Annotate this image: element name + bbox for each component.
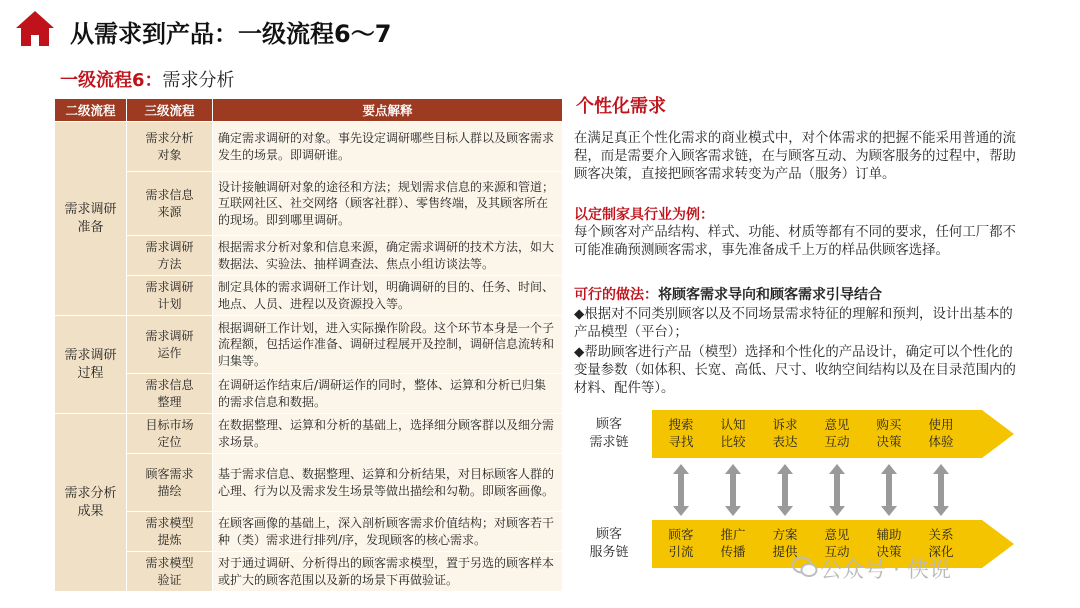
approach-text: 将顾客需求导向和顾客需求引导结合	[658, 287, 882, 303]
section-title	[60, 66, 235, 92]
header-level2: 二级流程	[55, 99, 127, 122]
bidirectional-arrow-icon	[931, 464, 951, 516]
example-paragraph: 每个顾客对产品结构、样式、功能、材质等都有不同的要求，任何工厂都不可能准确预测顾客需求，事先准备成千上万的样品供顾客选择。	[574, 225, 1016, 258]
table-row	[55, 414, 563, 454]
level3-cell: 需求模型 验证	[127, 552, 213, 592]
bidirectional-arrow-icon	[827, 464, 847, 516]
level3-cell: 需求信息 整理	[127, 374, 213, 414]
table-row	[55, 172, 563, 236]
service-step: 辅助 决策	[876, 527, 902, 559]
bullet-2: ◆帮助顾客进行产品（模型）选择和个性化的产品设计，确定可以个性化的变量参数（如体积、长宽、高低、尺寸、收纳空间结构以及在目录范围内的材料、配件等）。	[574, 345, 1016, 396]
desc-cell: 制定具体的需求调研工作计划，明确调研的目的、任务、时间、地点、人员、进程以及资源投入等。	[213, 276, 563, 316]
service-step: 顾客 引流	[668, 527, 694, 559]
demand-step: 购买 决策	[876, 417, 902, 449]
desc-cell: 在数据整理、运算和分析的基础上，选择细分顾客群以及细分需求场景。	[213, 414, 563, 454]
level3-cell: 需求调研 方法	[127, 236, 213, 276]
level3-cell: 目标市场 定位	[127, 414, 213, 454]
header-level3: 三级流程	[127, 99, 213, 122]
table-header-row	[55, 99, 563, 122]
header-desc: 要点解释	[213, 99, 563, 122]
demand-step: 意见 互动	[824, 417, 850, 449]
service-step: 方案 提供	[772, 527, 798, 559]
service-step: 推广 传播	[720, 527, 746, 559]
demand-step: 诉求 表达	[772, 417, 798, 449]
level3-cell: 需求信息 来源	[127, 172, 213, 236]
desc-cell: 基于需求信息、数据整理、运算和分析结果，对目标顾客人群的心理、行为以及需求发生场景等做出描绘和勾勒。即顾客画像。	[213, 454, 563, 512]
page-title: 从需求到产品：一级流程6～7	[70, 20, 392, 48]
level2-cell: 需求分析 成果	[55, 414, 127, 592]
level3-cell: 需求分析 对象	[127, 122, 213, 172]
table-row	[55, 236, 563, 276]
approach-heading	[574, 284, 882, 304]
level3-cell: 需求调研 计划	[127, 276, 213, 316]
desc-cell: 在调研运作结束后/调研运作的同时，整体、运算和分析已归集的需求信息和数据。	[213, 374, 563, 414]
desc-cell: 确定需求调研的对象。事先设定调研哪些目标人群以及顾客需求发生的场景。即调研谁。	[213, 122, 563, 172]
demand-chain-label: 顾客 需求链	[589, 417, 629, 450]
level2-cell: 需求调研 准备	[55, 122, 127, 316]
level3-cell: 需求调研 运作	[127, 316, 213, 374]
desc-cell: 根据调研工作计划，进入实际操作阶段。这个环节本身是一个子流程额，包括运作准备、调研过程展开及控制，调研信息流转和归集等。	[213, 316, 563, 374]
level3-cell: 顾客需求 描绘	[127, 454, 213, 512]
example-heading: 以定制家具行业为例：	[574, 207, 714, 223]
bidirectional-arrow-icon	[879, 464, 899, 516]
service-step: 意见 互动	[824, 527, 850, 559]
process-diagram	[574, 406, 1026, 578]
desc-cell: 对于通过调研、分析得出的顾客需求模型，置于另选的顾客样本或扩大的顾客范围以及新的场景下再做验证。	[213, 552, 563, 592]
table-row	[55, 276, 563, 316]
table-row	[55, 512, 563, 552]
table-row	[55, 316, 563, 374]
table-row	[55, 552, 563, 592]
bidirectional-arrow-icon	[723, 464, 743, 516]
home-icon	[14, 8, 56, 50]
approach-label: 可行的做法：	[574, 287, 658, 303]
bullet-1: ◆根据对不同类别顾客以及不同场景需求特征的理解和预判，设计出基本的产品模型（平台）；	[574, 307, 1013, 340]
demand-step: 认知 比较	[720, 417, 746, 449]
service-step: 关系 深化	[928, 527, 954, 559]
service-chain-label: 顾客 服务链	[589, 527, 629, 560]
desc-cell: 设计接触调研对象的途径和方法；规划需求信息的来源和管道；互联网社区、社交网络（顾客社群）、零售终端，及其顾客所在的现场。即到哪里调研。	[213, 172, 563, 236]
demand-step: 使用 体验	[928, 417, 954, 449]
section-title-name: 需求分析	[162, 70, 235, 91]
table-row	[55, 122, 563, 172]
demand-step: 搜索 寻找	[668, 417, 694, 449]
watermark: 公众号 · 侠说	[820, 558, 951, 583]
intro-paragraph: 在满足真正个性化需求的商业模式中，对个体需求的把握不能采用普通的流程，而是需要介入顾客需求链，在与顾客互动、为顾客服务的过程中，帮助顾客决策，直接把顾客需求转变为产品（服务）订单。	[574, 131, 1016, 182]
desc-cell: 在顾客画像的基础上，深入剖析顾客需求价值结构；对顾客若干种（类）需求进行排列/序，发现顾客的核心需求。	[213, 512, 563, 552]
section-title-label: 一级流程6：	[60, 70, 163, 91]
bidirectional-arrow-icon	[775, 464, 795, 516]
right-title: 个性化需求	[576, 96, 666, 117]
level3-cell: 需求模型 提炼	[127, 512, 213, 552]
desc-cell: 根据需求分析对象和信息来源，确定需求调研的技术方法，如大数据法、实验法、抽样调查法、焦点小组访谈法等。	[213, 236, 563, 276]
wechat-icon	[792, 556, 818, 578]
level2-cell: 需求调研 过程	[55, 316, 127, 414]
bidirectional-arrow-icon	[671, 464, 691, 516]
process-table	[54, 98, 563, 592]
table-row	[55, 454, 563, 512]
table-row	[55, 374, 563, 414]
